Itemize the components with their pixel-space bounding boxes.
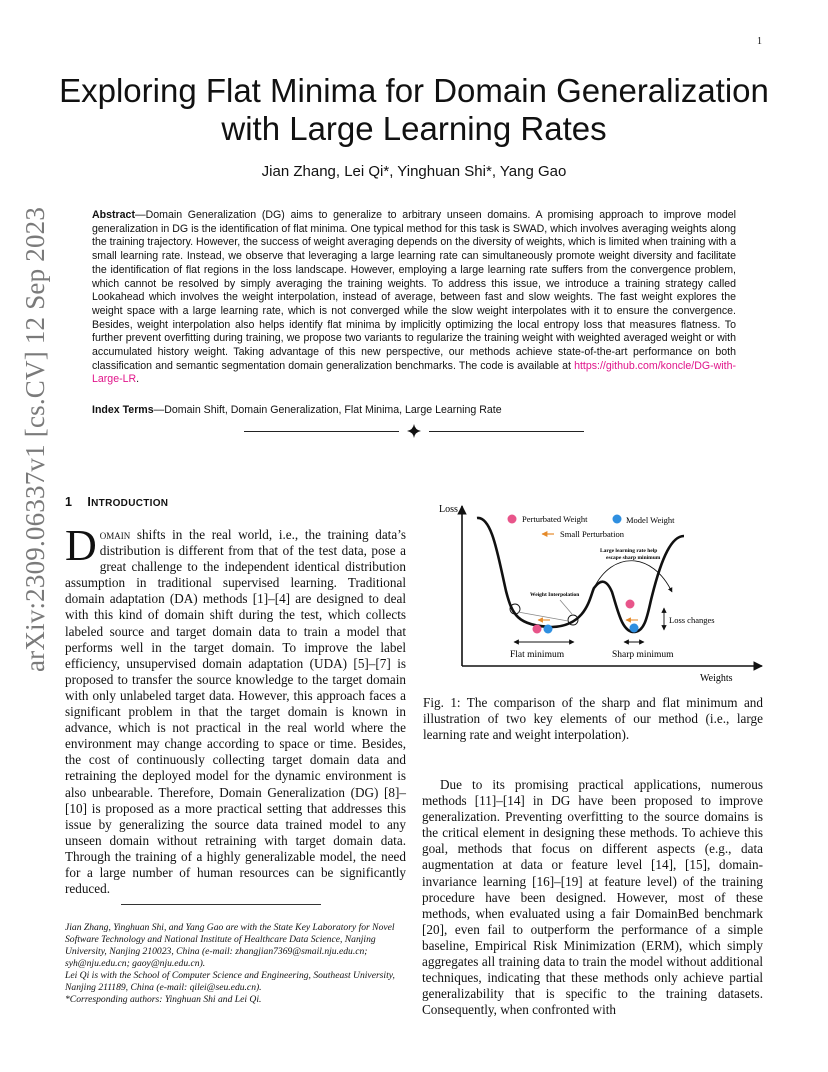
sharp-model-dot xyxy=(630,624,639,633)
body-paragraph-col2: Due to its promising practical applications, numerous methods [11]–[14] in DG have been proposed to improve generalization. Preventing overfitting to the source domains is the critical element in designing these methods. To achieve this goal, methods that focus on different aspects (e.g., data augmentation at data or feature level [14], [15], domain-invariance learning [16]–[19] at feature level) of the training procedure have been designed. However, most of these methods, when evaluated using a fair DomainBed benchmark [20], even fail to outperform the performance of a simple baseline, Empirical Risk Minimization (ERM), which simply aggregates all training data to train the model without additional techniques, indicating that these methods only achieve partial generalizability that is specific to the training datasets. Consequently, when confronted with xyxy=(422,777,763,1018)
footnote-corresponding: *Corresponding authors: Yinghuan Shi and Lei Qi. xyxy=(65,994,262,1005)
intro-paragraph xyxy=(65,521,406,897)
author-list: Jian Zhang, Lei Qi*, Yinghuan Shi*, Yang Gao xyxy=(261,163,567,180)
footnote xyxy=(65,922,406,1006)
intro-text: shifts in the real world, i.e., the training data’s distribution is different from that of the test data, pose a great challenge to the independent identical distribution assumption in traditional supervised learning. Traditional domain adaptation (DA) methods [1]–[4] are designed to deal with this kind of domain shift during the test, which collects labeled source and target domain data to train a model that performs well in the target domain. To improve the label efficiency, unsupervised domain adaptation (UDA) [5]–[7] is proposed to transfer the source knowledge to the target domain with only unlabeled target data. However, this approach faces a significant problem in that the target domain is known in advance, which is not practical in the real world where the environment may change according to space or time. Besides, the cost of continuously collecting target domain data and retraining the deployed model for the dynamic environment is also unbearable. Therefore, Domain Generalization (DG) [8]–[10] is proposed as a more practical setting that addresses this issue by generalizing the source data trained model to any unseen domain without retraining with target domain data. Through the training of a highly generalizable model, the need for a large number of human resources can be significantly reduced. xyxy=(65,527,406,897)
weight-interpolation-label: Weight Interpolation xyxy=(530,592,580,598)
legend-perturbated-label: Perturbated Weight xyxy=(522,514,588,524)
paper-title: Exploring Flat Minima for Domain Generalization with Large Learning Rates xyxy=(59,72,769,147)
interp-line xyxy=(560,600,572,614)
page-number: 1 xyxy=(757,36,762,47)
arxiv-stamp: arXiv:2309.06337v1 [cs.CV] 12 Sep 2023 xyxy=(20,206,50,672)
x-axis-label: Weights xyxy=(700,673,733,684)
section-title-rest: NTRODUCTION xyxy=(91,498,169,509)
y-axis-label: Loss xyxy=(439,504,458,515)
figure-loss-landscape xyxy=(422,496,768,690)
figure-caption xyxy=(423,695,763,743)
legend-perturbated-dot xyxy=(508,515,517,524)
sharp-minimum-label: Sharp minimum xyxy=(612,650,674,660)
abstract xyxy=(92,209,736,387)
abstract-end: . xyxy=(136,373,140,386)
diamond-ornament-icon xyxy=(407,424,421,438)
legend-model-label: Model Weight xyxy=(626,515,675,525)
sharp-perturbated-dot xyxy=(626,600,635,609)
code-link[interactable]: https://github.com/koncle/DG-with-Large-LR xyxy=(92,359,736,386)
abstract-text: —Domain Generalization (DG) aims to generalize to arbitrary unseen domains. A promising approach to improve model generalization in DG is the identification of flat minima. One typical method for this task is SWAD, which involves averaging weights along the training trajectory. However, the success of weight averaging depends on the diversity of weights, which is limited when training with a small learning rate. Instead, we observe that leveraging a large learning rate can simultaneously promote weight diversity and facilitate the identification of flat regions in the loss landscape. However, employing a large learning rate suffers from the convergence problem, which cannot be resolved by simply averaging the training weights. To address this issue, we introduce a training strategy called Lookahead which involves the weight interpolation, instead of average, between fast and slow weights. The fast weight explores the weight space with a large learning rate, which is not converged while the slow weight interpolates with it to ensure the convergence. Besides, weight interpolation also helps identify flat minima by implicitly optimizing the local entropy loss that measures flatness. To further prevent overfitting during training, we propose two variants to regularize the training weight with weighted averaged weight or with accumulated history weight. Taking advantage of this new perspective, our methods achieve state-of-the-art performance on both classification and semantic segmentation domain generalization benchmarks. The code is available at xyxy=(92,209,736,372)
flat-perturbated-dot xyxy=(533,625,542,634)
index-terms xyxy=(92,404,736,416)
flat-minimum-label: Flat minimum xyxy=(510,650,565,660)
footnote-rule xyxy=(121,904,321,905)
section-divider xyxy=(244,424,584,438)
loss-changes-label: Loss changes xyxy=(669,615,715,625)
caption-text: The comparison of the sharp and flat minimum and illustration of two key elements of our method (i.e., large learning rate and weight interpolation). xyxy=(423,695,763,743)
legend-model-dot xyxy=(613,515,622,524)
index-terms-label: Index Terms xyxy=(92,404,154,416)
footnote-affiliation-2: Lei Qi is with the School of Computer Science and Engineering, Southeast University, Nanjing 211189, China (e-mail: qilei@seu.edu.cn). xyxy=(65,970,395,993)
flat-model-dot xyxy=(544,625,553,634)
section-title-first: I xyxy=(87,495,92,509)
large-lr-note-1: Large learning rate help xyxy=(600,548,658,554)
index-terms-text: —Domain Shift, Domain Generalization, Flat Minima, Large Learning Rate xyxy=(153,404,502,416)
abstract-label: Abstract xyxy=(92,209,135,221)
intro-smallcaps: omain xyxy=(99,527,131,542)
section-number: 1 xyxy=(65,495,73,509)
caption-prefix: Fig. 1: xyxy=(423,695,467,710)
small-perturbation-label: Small Perturbation xyxy=(560,529,624,539)
drop-cap: D xyxy=(65,521,97,570)
large-lr-note-2: escape sharp minimum xyxy=(606,555,661,561)
section-heading xyxy=(65,495,168,509)
footnote-affiliation: Jian Zhang, Yinghuan Shi, and Yang Gao are with the State Key Laboratory for Novel Software Technology and National Institute of Healthcare Data Science, Nanjing University, Nanjing 210023, China (e-mail: zhangjian7369@smail.nju.edu.cn; syh@nju.edu.cn; gaoy@nju.edu.cn). xyxy=(65,922,395,969)
